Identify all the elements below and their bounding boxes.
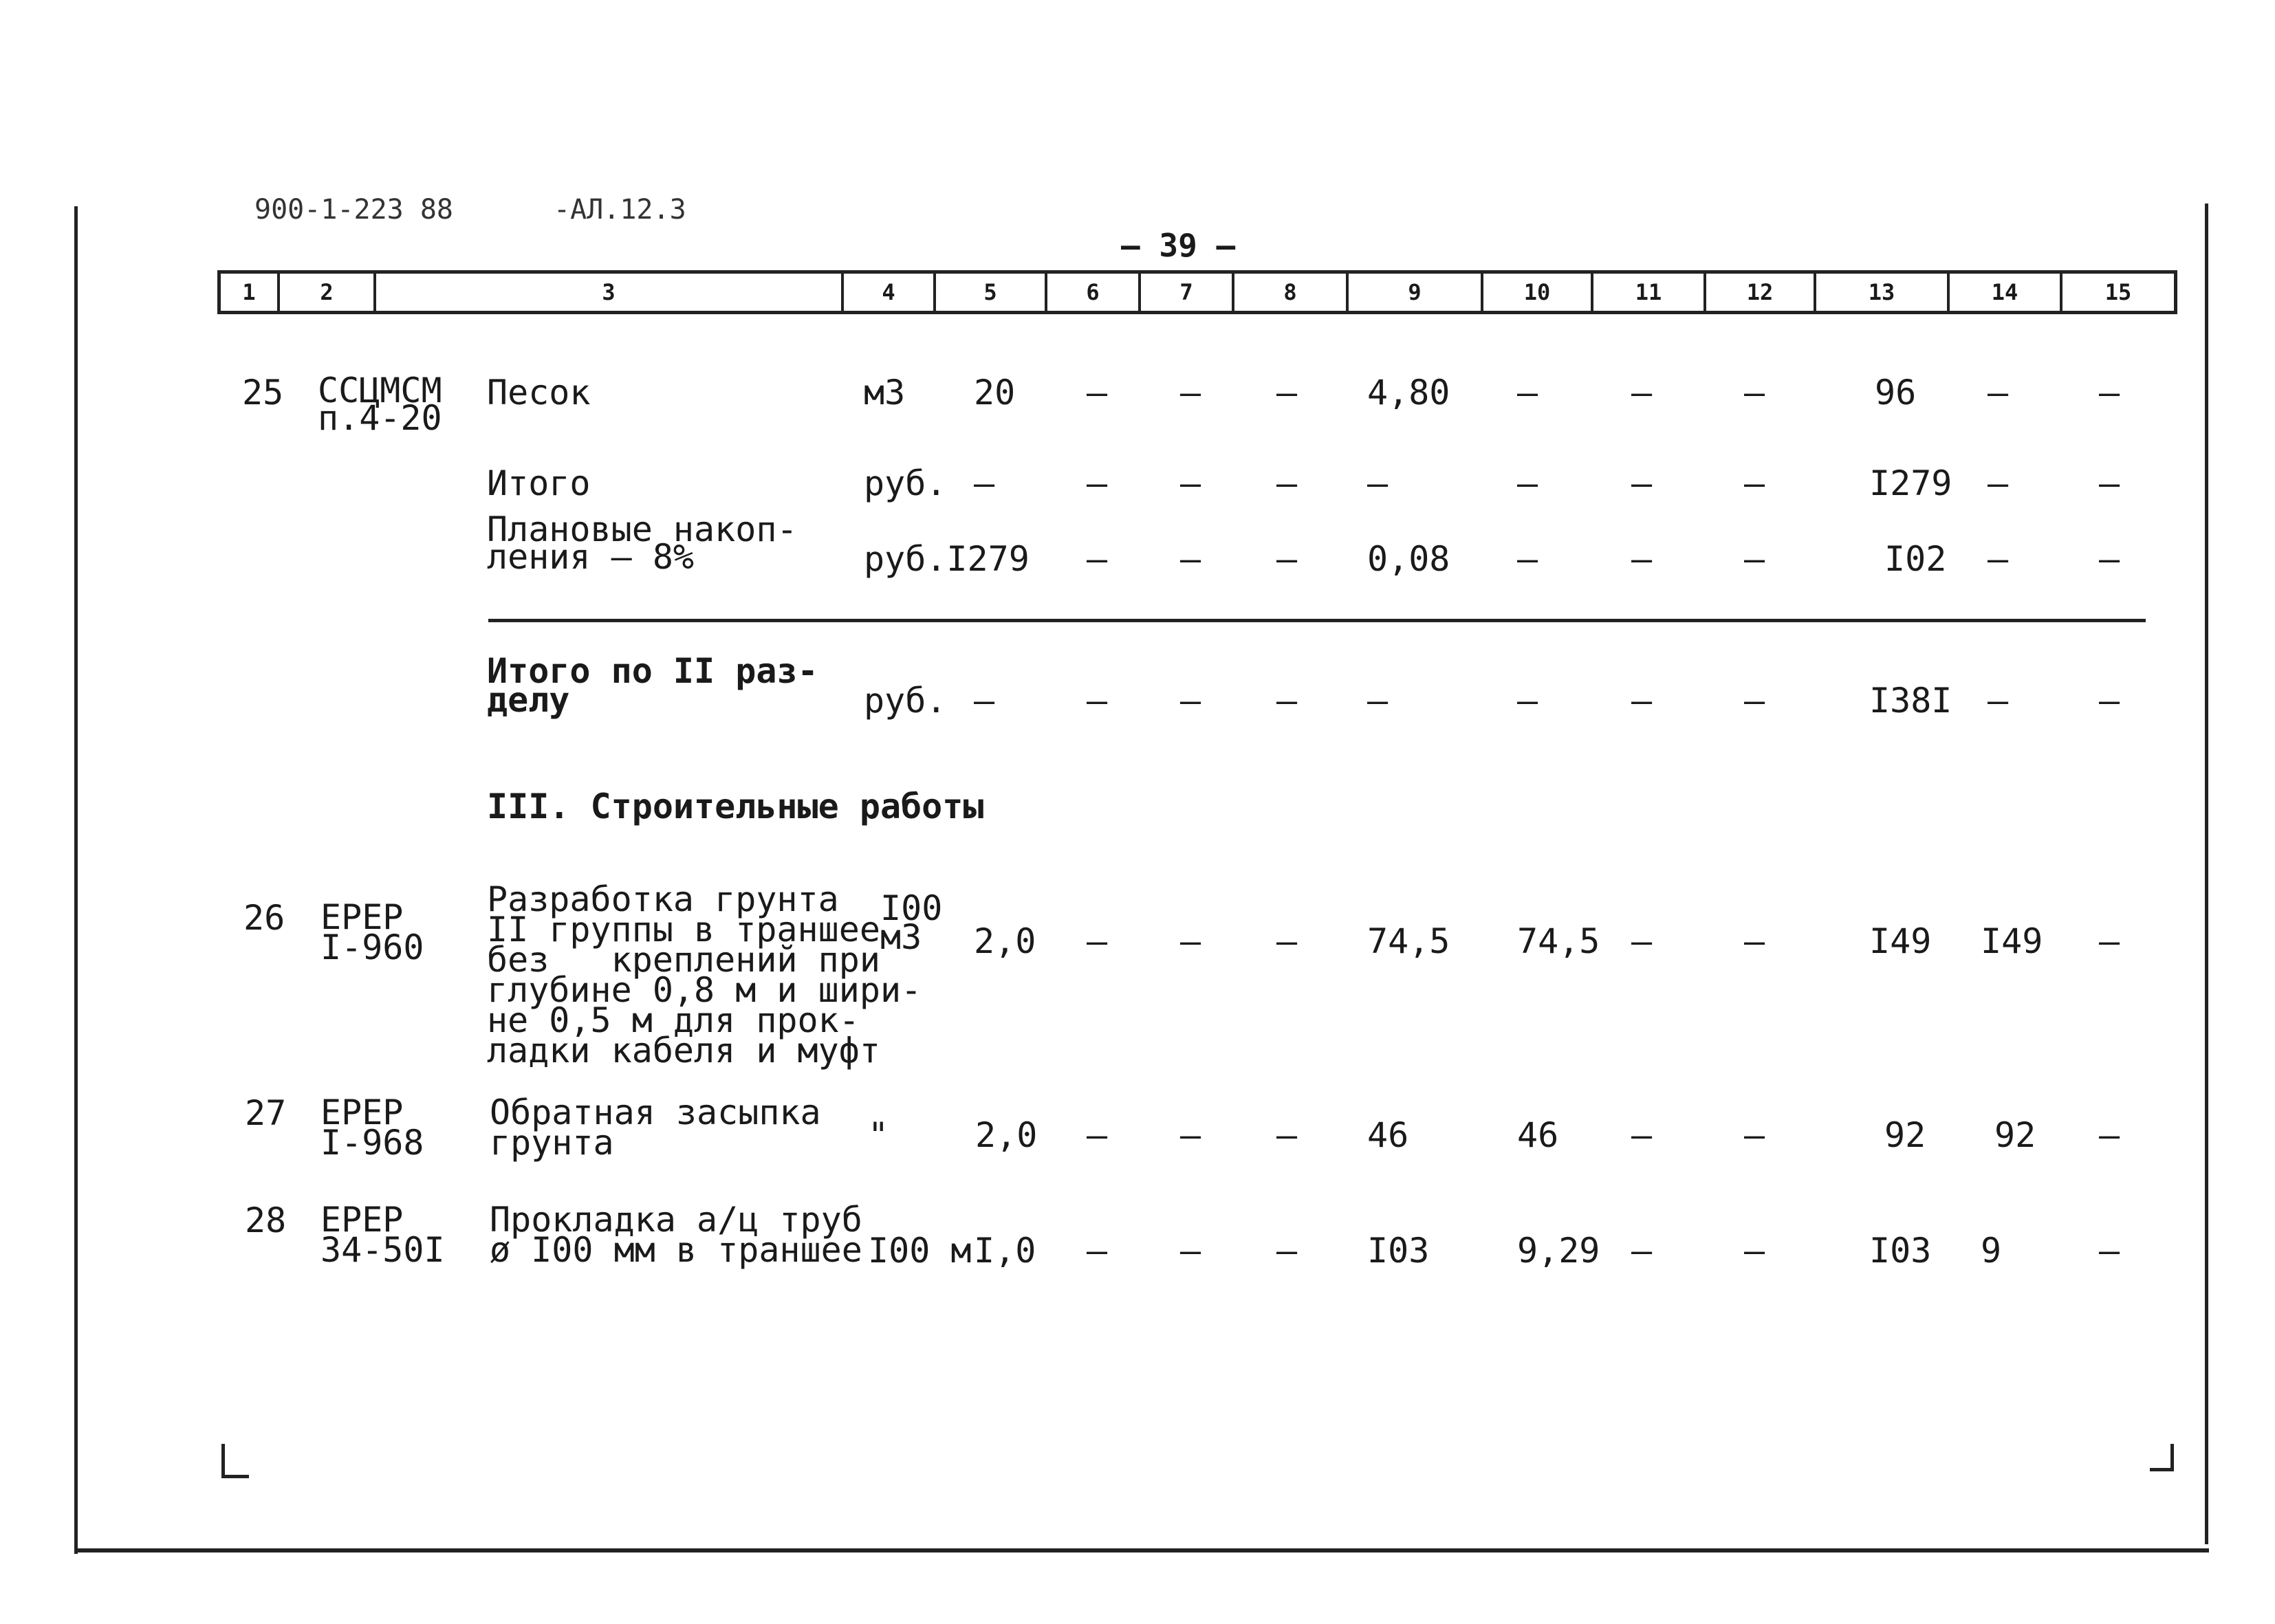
row-27-unit: " — [868, 1115, 889, 1155]
column-number-header — [217, 270, 2177, 314]
section-total-name: Итого по II раз- делу — [487, 651, 818, 720]
total-row-col12: – — [1744, 463, 1765, 503]
row-25-number: 25 — [242, 373, 284, 413]
row-28-code: ЕРЕР 34-50I — [320, 1200, 445, 1270]
column-header-4: 4 — [844, 274, 936, 311]
row-28-col8: – — [1276, 1231, 1298, 1271]
row-26-col11: – — [1631, 921, 1653, 961]
row-25-col9: 4,80 — [1367, 373, 1450, 413]
row-28-col15: – — [2099, 1231, 2120, 1271]
column-header-9: 9 — [1349, 274, 1483, 311]
total-row-col8: – — [1276, 463, 1298, 503]
row-27-col8: – — [1276, 1115, 1298, 1155]
row-26-code: ЕРЕР I-960 — [320, 897, 424, 967]
corner-mark-left — [221, 1444, 225, 1478]
row-27-col11: – — [1631, 1115, 1653, 1155]
row-27-col15: – — [2099, 1115, 2120, 1155]
row-25-col10: – — [1517, 373, 1538, 413]
row-27-col9: 46 — [1367, 1115, 1409, 1155]
row-26-col10: 74,5 — [1517, 921, 1600, 961]
section-total-col10: – — [1517, 681, 1538, 721]
planned-savings-col13: I02 — [1884, 539, 1947, 579]
total-row-col11: – — [1631, 463, 1653, 503]
row-27-col12: – — [1744, 1115, 1765, 1155]
total-row-col9: – — [1367, 463, 1389, 503]
row-26-unit: I00 м3 — [880, 888, 943, 957]
total-row-col15: – — [2099, 463, 2120, 503]
total-row-unit: руб. — [864, 463, 947, 503]
row-28-name: Прокладка а/ц труб ø I00 мм в траншее — [490, 1200, 862, 1270]
corner-mark-left-foot — [221, 1475, 249, 1478]
row-25-col8: – — [1276, 373, 1298, 413]
planned-savings-col6: – — [1087, 539, 1108, 579]
row-25-col7: – — [1180, 373, 1201, 413]
row-27-col7: – — [1180, 1115, 1201, 1155]
column-header-11: 11 — [1593, 274, 1706, 311]
column-header-10: 10 — [1483, 274, 1593, 311]
section-total-col11: – — [1631, 681, 1653, 721]
column-header-7: 7 — [1141, 274, 1234, 311]
row-25-code: ССЦМСМ п.4-20 — [318, 371, 442, 438]
row-26-number: 26 — [243, 898, 285, 938]
total-row-name: Итого — [487, 463, 591, 503]
row-27-number: 27 — [245, 1093, 287, 1133]
section-total-col9: – — [1367, 681, 1389, 721]
planned-savings-col12: – — [1744, 539, 1765, 579]
row-26-col9: 74,5 — [1367, 921, 1450, 961]
section-total-col8: – — [1276, 681, 1298, 721]
column-header-3: 3 — [376, 274, 844, 311]
frame-left-border — [74, 206, 78, 1554]
row-26-col15: – — [2099, 921, 2120, 961]
corner-mark-right — [2170, 1444, 2174, 1471]
row-26-col13: I49 — [1869, 921, 1932, 961]
planned-savings-col15: – — [2099, 539, 2120, 579]
section-divider-rule — [488, 619, 2146, 622]
total-row-col13: I279 — [1869, 463, 1952, 503]
section-total-col15: – — [2099, 681, 2120, 721]
row-25-col11: – — [1631, 373, 1653, 413]
row-27-name: Обратная засыпка грунта — [490, 1093, 821, 1163]
row-26-col8: – — [1276, 921, 1298, 961]
column-header-12: 12 — [1706, 274, 1816, 311]
row-28-number: 28 — [245, 1200, 287, 1240]
row-26-col7: – — [1180, 921, 1201, 961]
total-row-qty: – — [974, 463, 995, 503]
row-26-col12: – — [1744, 921, 1765, 961]
planned-savings-col7: – — [1180, 539, 1201, 579]
frame-bottom-border — [74, 1548, 2209, 1552]
row-26-name: Разработка грунта II группы в траншее без креплений при глубине 0,8 м и шири- не 0,5 м для прок- ладки кабеля и муфт — [487, 879, 922, 1071]
planned-savings-col14: – — [1988, 539, 2009, 579]
column-header-1: 1 — [221, 274, 280, 311]
row-26-col6: – — [1087, 921, 1108, 961]
section-total-col7: – — [1180, 681, 1201, 721]
row-28-col12: – — [1744, 1231, 1765, 1271]
row-28-col7: – — [1180, 1231, 1201, 1271]
section-total-col14: – — [1988, 681, 2009, 721]
column-header-2: 2 — [280, 274, 376, 311]
total-row-col7: – — [1180, 463, 1201, 503]
row-25-col12: – — [1744, 373, 1765, 413]
row-28-unit: I00 м — [868, 1231, 972, 1271]
page-number: — 39 — — [1121, 227, 1236, 264]
section-title: III. Строительные работы — [487, 787, 984, 826]
total-row-col6: – — [1087, 463, 1108, 503]
row-26-col14: I49 — [1981, 921, 2043, 961]
section-total-qty: – — [974, 681, 995, 721]
planned-savings-unit: руб.I279 — [864, 539, 1030, 579]
sheet-code: -АЛ.12.3 — [554, 194, 686, 226]
document-code: 900-1-223 88 — [254, 194, 453, 226]
frame-right-border — [2205, 204, 2208, 1544]
section-total-col13: I38I — [1869, 681, 1952, 721]
row-28-col9: I03 — [1367, 1231, 1430, 1271]
row-25-unit: м3 — [864, 373, 906, 413]
section-total-col6: – — [1087, 681, 1108, 721]
row-27-qty: 2,0 — [975, 1115, 1038, 1155]
column-header-15: 15 — [2104, 279, 2132, 305]
column-header-8: 8 — [1234, 274, 1349, 311]
row-25-col13: 96 — [1875, 373, 1917, 413]
planned-savings-col10: – — [1517, 539, 1538, 579]
row-25-col14: – — [1988, 373, 2009, 413]
planned-savings-col9: 0,08 — [1367, 539, 1450, 579]
column-header-14: 14 — [1950, 274, 2062, 311]
row-25-col15: – — [2099, 373, 2120, 413]
planned-savings-name: Плановые накоп- ления – 8% — [487, 509, 798, 577]
column-header-5: 5 — [936, 274, 1047, 311]
column-header-13: 13 — [1816, 274, 1950, 311]
row-28-qty: I,0 — [974, 1231, 1036, 1271]
row-25-name: Песок — [487, 373, 591, 413]
row-28-col6: – — [1087, 1231, 1108, 1271]
row-28-col13: I03 — [1869, 1231, 1932, 1271]
row-27-col13: 92 — [1884, 1115, 1926, 1155]
section-total-col12: – — [1744, 681, 1765, 721]
row-27-col10: 46 — [1517, 1115, 1559, 1155]
planned-savings-col11: – — [1631, 539, 1653, 579]
row-28-col14: 9 — [1981, 1231, 2002, 1271]
row-25-col6: – — [1087, 373, 1108, 413]
row-26-qty: 2,0 — [974, 921, 1036, 961]
corner-mark-right-foot — [2150, 1468, 2174, 1471]
planned-savings-col8: – — [1276, 539, 1298, 579]
row-25-qty: 20 — [974, 373, 1016, 413]
total-row-col14: – — [1988, 463, 2009, 503]
row-28-col11: – — [1631, 1231, 1653, 1271]
total-row-col10: – — [1517, 463, 1538, 503]
row-27-code: ЕРЕР I-968 — [320, 1093, 424, 1163]
row-27-col6: – — [1087, 1115, 1108, 1155]
row-27-col14: 92 — [1994, 1115, 2036, 1155]
section-total-unit: руб. — [864, 681, 947, 721]
column-header-6: 6 — [1047, 274, 1141, 311]
row-28-col10: 9,29 — [1517, 1231, 1600, 1271]
